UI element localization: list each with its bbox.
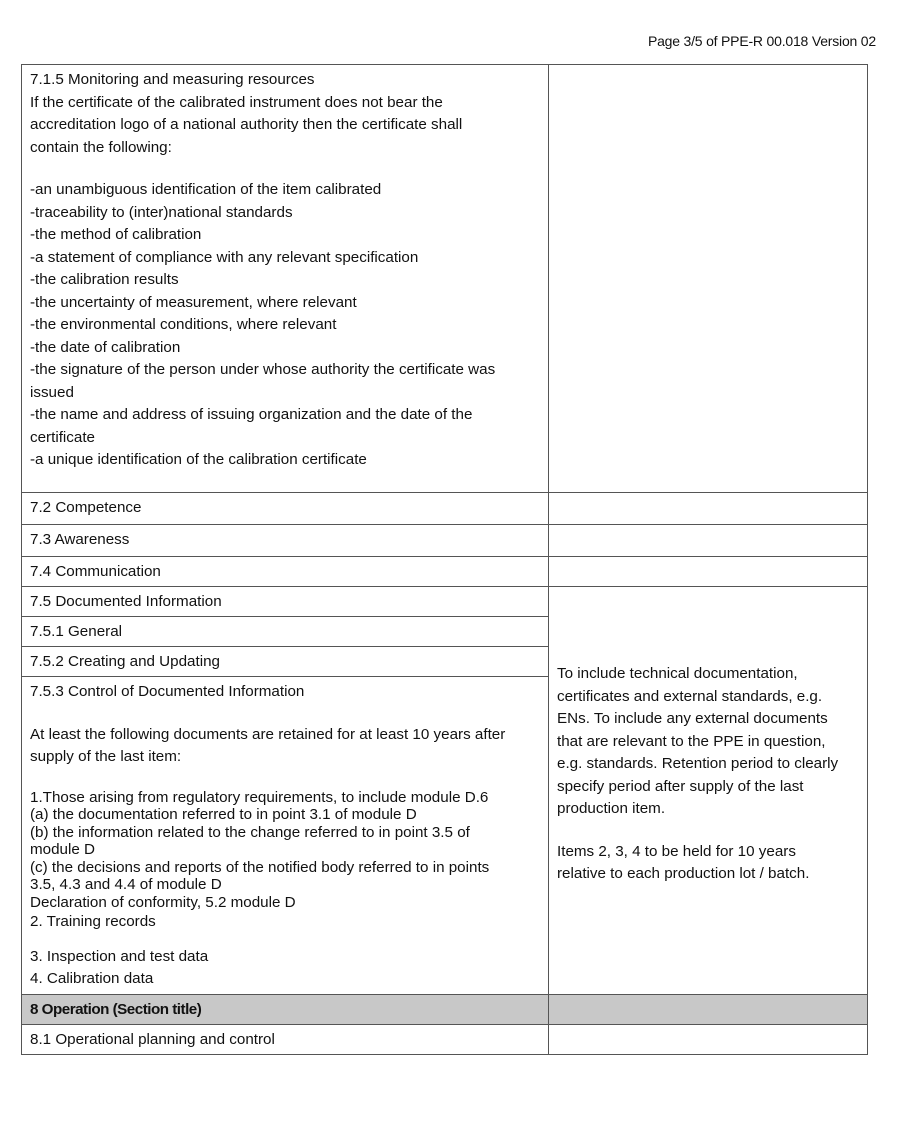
comment-cell <box>549 65 868 493</box>
clause-text: contain the following: <box>30 138 172 156</box>
requirement-cell <box>22 617 549 647</box>
clause-title: 7.5.1 General <box>30 623 123 640</box>
comment-text: that are relevant to the PPE in question, <box>557 732 826 750</box>
clause-text: supply of the last item: <box>30 748 182 765</box>
clause-text: If the certificate of the calibrated instrument does not bear the <box>30 93 443 111</box>
list-item: 1.Those arising from regulatory requirements, to include module D.6 <box>30 788 489 806</box>
table-row-8-1 <box>22 1025 868 1055</box>
clause-title: 7.5.2 Creating and Updating <box>30 653 220 670</box>
list-item: certificate <box>30 428 95 446</box>
requirement-cell <box>22 525 549 557</box>
requirement-cell <box>22 647 549 677</box>
comment-text: Items 2, 3, 4 to be held for 10 years <box>557 842 796 860</box>
table-row-7-1-5 <box>22 65 868 493</box>
table-row-7-2 <box>22 493 868 525</box>
table-row-7-4 <box>22 557 868 587</box>
list-subitem: module D <box>30 841 95 858</box>
requirement-cell <box>22 677 549 995</box>
requirement-cell <box>22 65 549 493</box>
requirement-cell <box>22 493 549 525</box>
comment-cell <box>549 1025 868 1055</box>
clause-text: accreditation logo of a national authority then the certificate shall <box>30 116 463 133</box>
comment-text: ENs. To include any external documents <box>557 710 828 727</box>
comment-text: e.g. standards. Retention period to clearly <box>557 755 839 772</box>
list-subitem: Declaration of conformity, 5.2 module D <box>30 893 296 911</box>
list-item: -the date of calibration <box>30 338 181 356</box>
page-reference: Page 3/5 of PPE-R 00.018 Version 02 <box>647 33 876 49</box>
requirement-cell <box>22 587 549 617</box>
list-item: -an unambiguous identification of the item calibrated <box>30 181 382 198</box>
comment-text: production item. <box>557 800 666 817</box>
list-subitem: (c) the decisions and reports of the notified body referred to in points <box>30 858 490 876</box>
comment-cell-documented-information <box>549 587 868 995</box>
requirements-table <box>21 64 868 1055</box>
comment-text: specify period after supply of the last <box>557 777 804 795</box>
table-row-7-3 <box>22 525 868 557</box>
clause-text: At least the following documents are retained for at least 10 years after <box>30 725 506 743</box>
section-title: 8 Operation (Section title) <box>30 1001 202 1018</box>
list-item: -the uncertainty of measurement, where relevant <box>30 293 357 311</box>
list-item: 3. Inspection and test data <box>30 947 209 965</box>
clause-title: 7.1.5 Monitoring and measuring resources <box>30 71 315 88</box>
list-item: -traceability to (inter)national standards <box>30 203 293 221</box>
table-row-7-5 <box>22 587 868 617</box>
clause-title: 7.2 Competence <box>30 499 142 516</box>
list-item: issued <box>30 383 74 401</box>
clause-title: 8.1 Operational planning and control <box>30 1031 275 1048</box>
list-item: -the name and address of issuing organization and the date of the <box>30 406 473 423</box>
comment-cell <box>549 525 868 557</box>
list-item: -the calibration results <box>30 271 179 288</box>
list-subitem: (a) the documentation referred to in point 3.1 of module D <box>30 806 417 823</box>
list-item: -a statement of compliance with any relevant specification <box>30 248 419 266</box>
comment-text: relative to each production lot / batch. <box>557 865 810 882</box>
comment-cell <box>549 995 868 1025</box>
comment-cell <box>549 493 868 525</box>
list-item: -the method of calibration <box>30 226 202 243</box>
requirement-cell <box>22 1025 549 1055</box>
requirement-cell <box>22 557 549 587</box>
comment-text: To include technical documentation, <box>557 665 798 682</box>
list-subitem: 3.5, 4.3 and 4.4 of module D <box>30 876 222 893</box>
clause-title: 7.5 Documented Information <box>30 593 222 610</box>
list-item: 4. Calibration data <box>30 970 154 987</box>
list-item: -the signature of the person under whose authority the certificate was <box>30 361 496 378</box>
clause-title: 7.3 Awareness <box>30 531 130 548</box>
comment-text: certificates and external standards, e.g. <box>557 687 823 705</box>
table-row-section-8 <box>22 995 868 1025</box>
list-item: -the environmental conditions, where relevant <box>30 316 337 333</box>
list-item: -a unique identification of the calibration certificate <box>30 451 367 468</box>
section-title-cell <box>22 995 549 1025</box>
clause-title: 7.4 Communication <box>30 563 161 580</box>
comment-cell <box>549 557 868 587</box>
list-subitem: (b) the information related to the change referred to in point 3.5 of <box>30 823 470 841</box>
clause-title: 7.5.3 Control of Documented Information <box>30 683 305 700</box>
list-item: 2. Training records <box>30 913 156 930</box>
